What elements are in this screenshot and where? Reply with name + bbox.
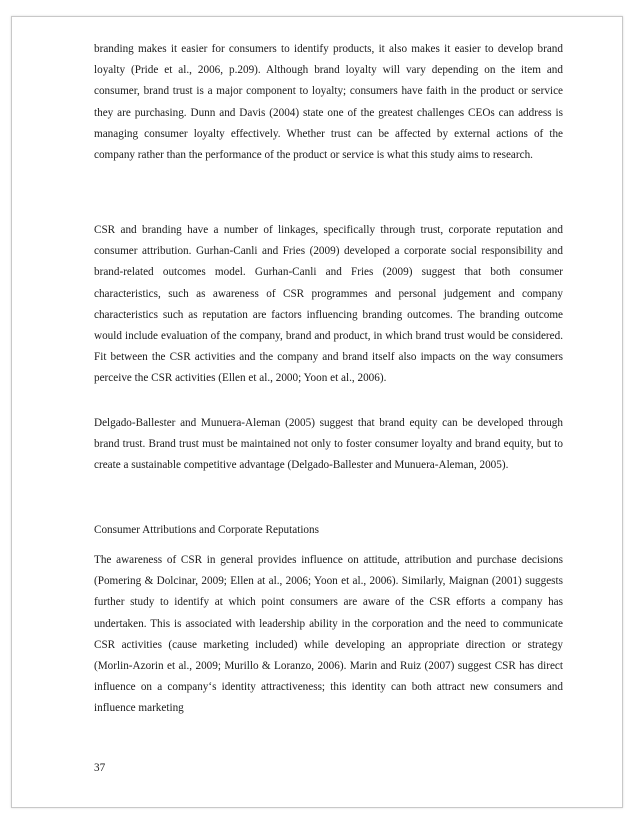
paragraph-csr-awareness: The awareness of CSR in general provides influence on attitude, attribution and purchase decisions (Pomering & Dolcinar, 2009; Ellen at al., 2006; Yoon et al., 2006). Similarly, Maignan (2001) suggests further study to identify at which point consumers are aware of the CSR efforts a company has undertaken. This is associated with leadership ability in the corporation and the need to communicate CSR activities (cause marketing included) while developing an appropriate direction or strategy (Morlin-Azorin et al., 2009; Murillo & Loranzo, 2006). Marin and Ruiz (2007) suggest CSR has direct influence on a company‘s identity attractiveness; this identity can both attract new consumers and influence marketing bbox=[94, 554, 563, 715]
section-heading: Consumer Attributions and Corporate Reputations bbox=[94, 524, 319, 536]
paragraph-brand-trust-equity: Delgado-Ballester and Munuera-Aleman (2005) suggest that brand equity can be developed through brand trust. Brand trust must be maintained not only to foster consumer loyalty and brand equity, but to create a sustainable competitive advantage (Delgado-Ballester and Munuera-Aleman, 2005). bbox=[94, 417, 563, 472]
paragraph-branding-loyalty: branding makes it easier for consumers to identify products, it also makes it easier to develop brand loyalty (Pride et al., 2006, p.209). Although brand loyalty will vary depending on the item and consumer, brand trust is a major component to loyalty; consumers have faith in the product or service they are purchasing. Dunn and Davis (2004) state one of the greatest challenges CEOs can address is managing consumer loyalty effectively. Whether trust can be affected by external actions of the company rather than the performance of the product or service is what this study aims to research. bbox=[94, 43, 563, 162]
paragraph-csr-branding: CSR and branding have a number of linkages, specifically through trust, corporate reputation and consumer attribution. Gurhan-Canli and Fries (2009) developed a corporate social responsibility and brand-related outcomes model. Gurhan-Canli and Fries (2009) suggest that both consumer characteristics, such as awareness of CSR programmes and personal judgement and company characteristics such as reputation are factors influencing branding outcomes. The branding outcome would include evaluation of the company, brand and product, in which brand trust would be considered. Fit between the CSR activities and the company and brand itself also impacts on the way consumers perceive the CSR activities (Ellen et al., 2000; Yoon et al., 2006). bbox=[94, 224, 563, 385]
page-number: 37 bbox=[94, 762, 106, 774]
